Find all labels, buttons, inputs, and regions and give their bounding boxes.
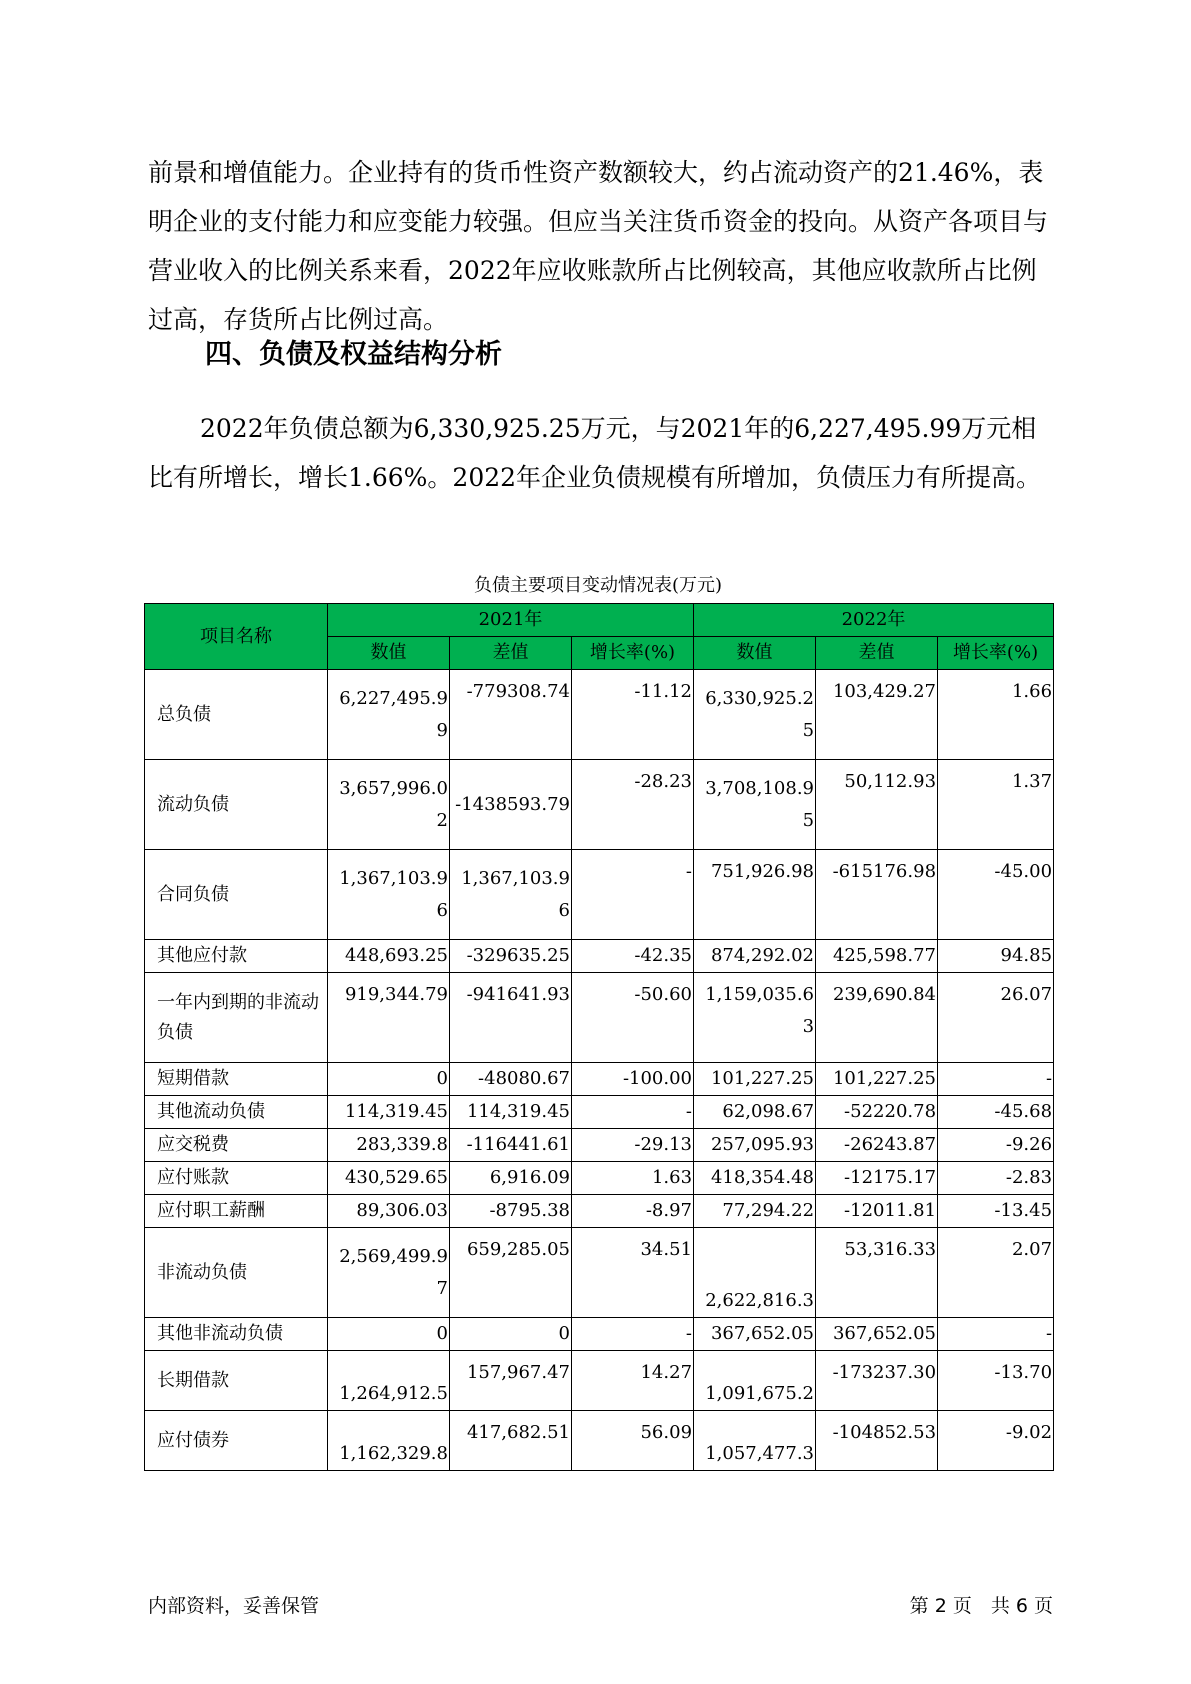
table-cell: 239,690.84 [816, 973, 938, 1063]
table-cell: -45.68 [938, 1096, 1054, 1129]
table-cell: -329635.25 [450, 940, 572, 973]
table-cell: 3,708,108.95 [694, 760, 816, 850]
table-cell: -12011.81 [816, 1195, 938, 1228]
table-caption: 负债主要项目变动情况表(万元) [473, 575, 723, 596]
table-cell: -45.00 [938, 850, 1054, 940]
table-row [145, 1162, 1054, 1195]
table-row [145, 1228, 1054, 1318]
row-label: 应付职工薪酬 [145, 1195, 328, 1228]
table-cell: 418,354.48 [694, 1162, 816, 1195]
table-cell: -1438593.79 [450, 760, 572, 850]
table-cell: 367,652.05 [816, 1318, 938, 1351]
table-row [145, 1318, 1054, 1351]
table-row [145, 850, 1054, 940]
table-cell: -100.00 [572, 1063, 694, 1096]
row-label: 合同负债 [145, 850, 328, 940]
table-row [145, 1195, 1054, 1228]
row-label: 长期借款 [145, 1351, 328, 1411]
table-row [145, 1096, 1054, 1129]
table-cell: -13.70 [938, 1351, 1054, 1411]
paragraph-liability-summary: 2022年负债总额为6,330,925.25万元，与2021年的6,227,495.99万元相比有所增长，增长1.66%。2022年企业负债规模有所增加，负债压力有所提高。 [148, 414, 1042, 492]
row-label: 其他流动负债 [145, 1096, 328, 1129]
footer-page-number: 第 2 页 共 6 页 [909, 1595, 1053, 1617]
table-cell: -13.45 [938, 1195, 1054, 1228]
table-cell: -615176.98 [816, 850, 938, 940]
table-cell: -941641.93 [450, 973, 572, 1063]
table-cell: -2.83 [938, 1162, 1054, 1195]
table-cell: 103,429.27 [816, 670, 938, 760]
table-cell: 659,285.05 [450, 1228, 572, 1318]
table-cell: -48080.67 [450, 1063, 572, 1096]
table-cell: 751,926.98 [694, 850, 816, 940]
table-cell: 6,227,495.99 [328, 670, 450, 760]
table-cell: 50,112.93 [816, 760, 938, 850]
table-row [145, 1129, 1054, 1162]
header-year-2021: 2021年 [328, 604, 694, 637]
subheader-diff-2021: 差值 [450, 637, 572, 670]
table-cell: 919,344.79 [328, 973, 450, 1063]
table-cell: -12175.17 [816, 1162, 938, 1195]
table-cell: 101,227.25 [816, 1063, 938, 1096]
table-cell: - [572, 1096, 694, 1129]
row-label: 总负债 [145, 670, 328, 760]
table-cell: -116441.61 [450, 1129, 572, 1162]
table-cell: 1,159,035.63 [694, 973, 816, 1063]
table-cell: 2.07 [938, 1228, 1054, 1318]
table-cell: 26.07 [938, 973, 1054, 1063]
table-cell: 6,916.09 [450, 1162, 572, 1195]
table-cell: 3,657,996.02 [328, 760, 450, 850]
table-cell: 874,292.02 [694, 940, 816, 973]
section-heading: 四、负债及权益结构分析 [205, 339, 502, 370]
table-cell: 62,098.67 [694, 1096, 816, 1129]
row-label: 其他非流动负债 [145, 1318, 328, 1351]
table-cell: -779308.74 [450, 670, 572, 760]
table-cell: 2,569,499.97 [328, 1228, 450, 1318]
table-cell: 1,367,103.96 [328, 850, 450, 940]
table-cell: -8795.38 [450, 1195, 572, 1228]
table-cell: -11.12 [572, 670, 694, 760]
table-cell: 94.85 [938, 940, 1054, 973]
table-cell: 1,057,477.3 [694, 1411, 816, 1471]
subheader-diff-2022: 差值 [816, 637, 938, 670]
table-cell: -29.13 [572, 1129, 694, 1162]
table-cell: - [938, 1318, 1054, 1351]
table-cell: -26243.87 [816, 1129, 938, 1162]
table-row [145, 973, 1054, 1063]
table-row [145, 670, 1054, 760]
liabilities-table [144, 603, 1054, 1471]
table-cell: 257,095.93 [694, 1129, 816, 1162]
subheader-rate-2022: 增长率(%) [938, 637, 1054, 670]
table-cell: 1,162,329.8 [328, 1411, 450, 1471]
table-row [145, 760, 1054, 850]
table-cell: 448,693.25 [328, 940, 450, 973]
footer-confidential-note: 内部资料，妥善保管 [148, 1595, 320, 1617]
row-label: 一年内到期的非流动负债 [145, 973, 328, 1063]
table-cell: 157,967.47 [450, 1351, 572, 1411]
table-cell: 425,598.77 [816, 940, 938, 973]
table-cell: 1.63 [572, 1162, 694, 1195]
table-cell: -52220.78 [816, 1096, 938, 1129]
table-cell: -8.97 [572, 1195, 694, 1228]
table-cell: 1.66 [938, 670, 1054, 760]
table-cell: 89,306.03 [328, 1195, 450, 1228]
table-cell: 0 [328, 1318, 450, 1351]
table-row [145, 1411, 1054, 1471]
table-cell: -42.35 [572, 940, 694, 973]
table-cell: 0 [450, 1318, 572, 1351]
table-cell: 1,367,103.96 [450, 850, 572, 940]
table-cell: 6,330,925.25 [694, 670, 816, 760]
subheader-value-2021: 数值 [328, 637, 450, 670]
table-cell: - [938, 1063, 1054, 1096]
table-cell: 53,316.33 [816, 1228, 938, 1318]
table-cell: 283,339.8 [328, 1129, 450, 1162]
table-cell: 2,622,816.3 [694, 1228, 816, 1318]
table-cell: -104852.53 [816, 1411, 938, 1471]
row-label: 其他应付款 [145, 940, 328, 973]
paragraph-asset-summary: 前景和增值能力。企业持有的货币性资产数额较大，约占流动资产的21.46%，表明企业的支付能力和应变能力较强。但应当关注货币资金的投向。从资产各项目与营业收入的比例关系来看，2022年应收账款所占比例较高，其他应收款所占比例过高，存货所占比例过高。 [148, 158, 1049, 334]
table-cell: - [572, 850, 694, 940]
table-cell: -50.60 [572, 973, 694, 1063]
row-label: 应付债券 [145, 1411, 328, 1471]
table-cell: 101,227.25 [694, 1063, 816, 1096]
table-cell: 430,529.65 [328, 1162, 450, 1195]
table-cell: -9.02 [938, 1411, 1054, 1471]
table-row [145, 1351, 1054, 1411]
row-label: 短期借款 [145, 1063, 328, 1096]
table-cell: 1,264,912.5 [328, 1351, 450, 1411]
row-label: 应交税费 [145, 1129, 328, 1162]
table-row [145, 940, 1054, 973]
table-cell: -28.23 [572, 760, 694, 850]
row-label: 流动负债 [145, 760, 328, 850]
table-cell: 1.37 [938, 760, 1054, 850]
table-cell: 0 [328, 1063, 450, 1096]
subheader-rate-2021: 增长率(%) [572, 637, 694, 670]
table-cell: 56.09 [572, 1411, 694, 1471]
table-cell: 114,319.45 [328, 1096, 450, 1129]
table-cell: 367,652.05 [694, 1318, 816, 1351]
row-label: 应付账款 [145, 1162, 328, 1195]
header-year-2022: 2022年 [694, 604, 1054, 637]
subheader-value-2022: 数值 [694, 637, 816, 670]
header-item-name: 项目名称 [145, 604, 328, 670]
table-cell: - [572, 1318, 694, 1351]
table-cell: 34.51 [572, 1228, 694, 1318]
table-cell: 1,091,675.2 [694, 1351, 816, 1411]
table-cell: 77,294.22 [694, 1195, 816, 1228]
row-label: 非流动负债 [145, 1228, 328, 1318]
table-cell: -173237.30 [816, 1351, 938, 1411]
table-cell: 114,319.45 [450, 1096, 572, 1129]
table-cell: 417,682.51 [450, 1411, 572, 1471]
table-cell: 14.27 [572, 1351, 694, 1411]
table-cell: -9.26 [938, 1129, 1054, 1162]
table-row [145, 1063, 1054, 1096]
